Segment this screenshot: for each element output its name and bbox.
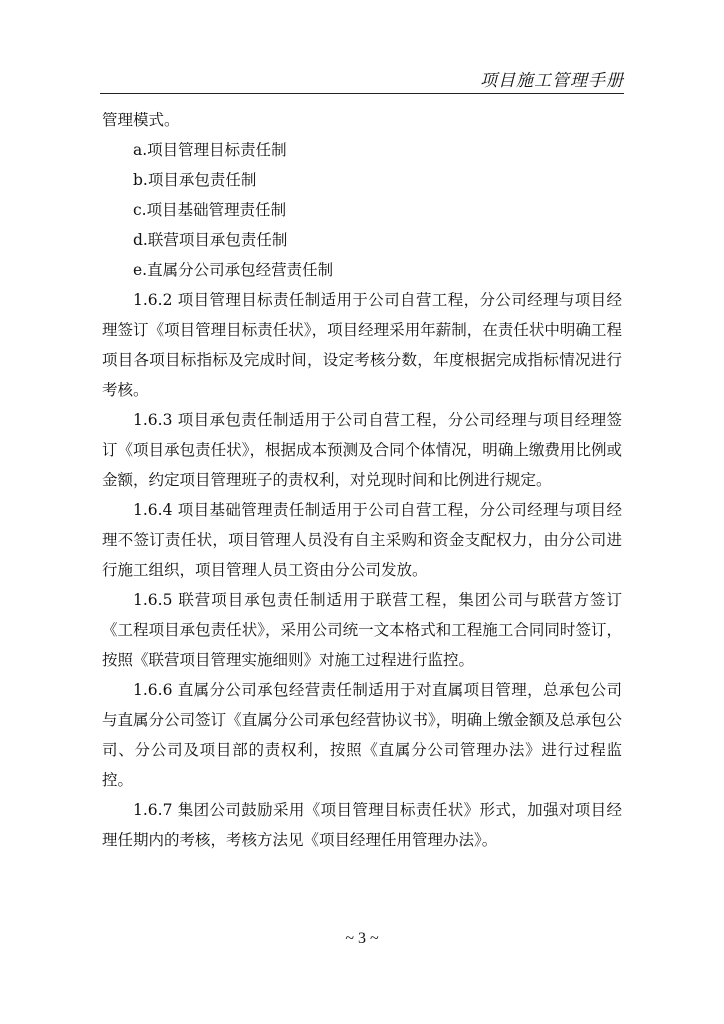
header-rule [100, 93, 624, 94]
list-item: c.项目基础管理责任制 [133, 201, 287, 219]
list-item: a.项目管理目标责任制 [133, 141, 287, 159]
list-item: e.直属分公司承包经营责任制 [133, 261, 334, 279]
document-body [102, 105, 622, 855]
paragraph-1-6-7: 1.6.7 集团公司鼓励采用《项目管理目标责任状》形式，加强对项目经理任期内的考核，考核方法见《项目经理任用管理办法》。 [102, 801, 622, 849]
list-item: d.联营项目承包责任制 [133, 231, 288, 249]
paragraph-1-6-6: 1.6.6 直属分公司承包经营责任制适用于对直属项目管理，总承包公司与直属分公司签订《直属分公司承包经营协议书》，明确上缴金额及总承包公司、分公司及项目部的责权利，按照《直属分公司管理办法》进行过程监控。 [102, 681, 622, 789]
paragraph-1-6-4: 1.6.4 项目基础管理责任制适用于公司自营工程，分公司经理与项目经理不签订责任状，项目管理人员没有自主采购和资金支配权力，由分公司进行施工组织，项目管理人员工资由分公司发放。 [102, 501, 622, 579]
page-number: ~ 3 ~ [345, 930, 379, 947]
paragraph-1-6-3: 1.6.3 项目承包责任制适用于公司自营工程，分公司经理与项目经理签订《项目承包责任状》，根据成本预测及合同个体情况，明确上缴费用比例或金额，约定项目管理班子的责权利，对兑现时间和比例进行规定。 [102, 411, 622, 489]
intro-line: 管理模式。 [102, 111, 180, 129]
paragraph-1-6-5: 1.6.5 联营项目承包责任制适用于联营工程，集团公司与联营方签订《工程项目承包责任状》，采用公司统一文本格式和工程施工合同同时签订，按照《联营项目管理实施细则》对施工过程进行监控。 [102, 591, 622, 669]
paragraph-1-6-2: 1.6.2 项目管理目标责任制适用于公司自营工程，分公司经理与项目经理签订《项目管理目标责任状》，项目经理采用年薪制，在责任状中明确工程项目各项目标指标及完成时间，设定考核分数，年度根据完成指标情况进行考核。 [102, 291, 622, 399]
header-title: 项目施工管理手册 [480, 71, 624, 91]
list-item: b.项目承包责任制 [133, 171, 257, 189]
